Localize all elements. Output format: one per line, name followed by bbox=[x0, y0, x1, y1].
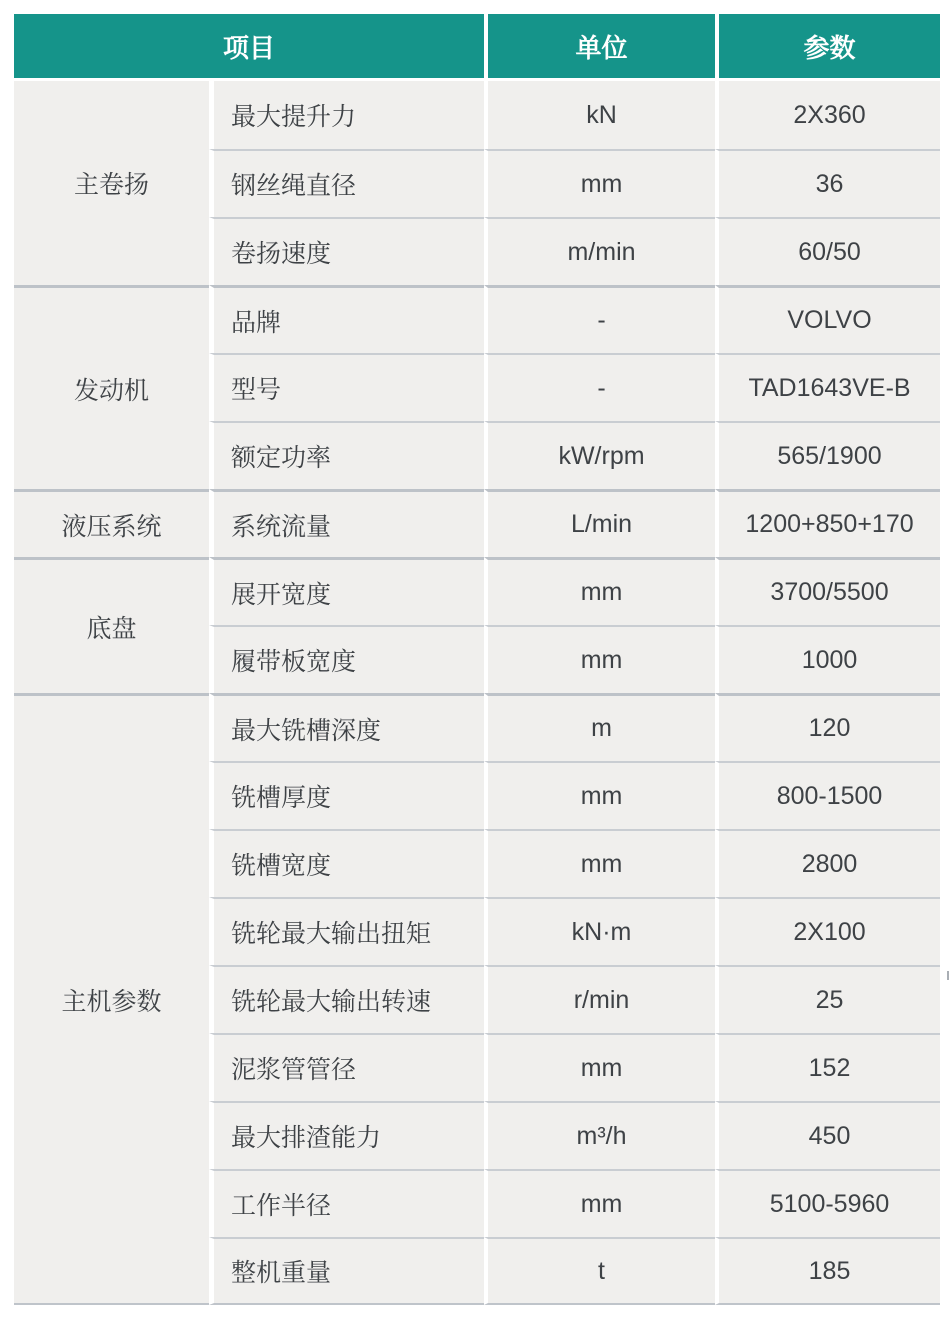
cell-item: 铣槽厚度 bbox=[209, 761, 484, 829]
category-cell: 主机参数 bbox=[14, 693, 209, 1305]
cell-unit: m³/h bbox=[484, 1101, 715, 1169]
category-cell: 发动机 bbox=[14, 285, 209, 489]
cell-unit: r/min bbox=[484, 965, 715, 1033]
cell-value: 450 bbox=[715, 1101, 940, 1169]
cell-unit: mm bbox=[484, 761, 715, 829]
cell-item: 履带板宽度 bbox=[209, 625, 484, 693]
cell-unit: t bbox=[484, 1237, 715, 1305]
scrollbar-fragment bbox=[947, 971, 949, 980]
cell-value: 3700/5500 bbox=[715, 557, 940, 625]
cell-item: 额定功率 bbox=[209, 421, 484, 489]
column-header-unit: 单位 bbox=[484, 14, 715, 81]
cell-value: 1000 bbox=[715, 625, 940, 693]
cell-value: 2X360 bbox=[715, 81, 940, 149]
category-cell: 底盘 bbox=[14, 557, 209, 693]
cell-unit: mm bbox=[484, 1169, 715, 1237]
cell-value: 60/50 bbox=[715, 217, 940, 285]
cell-unit: - bbox=[484, 285, 715, 353]
category-cell: 主卷扬 bbox=[14, 81, 209, 285]
cell-value: VOLVO bbox=[715, 285, 940, 353]
cell-unit: m bbox=[484, 693, 715, 761]
cell-item: 展开宽度 bbox=[209, 557, 484, 625]
column-header-param: 参数 bbox=[715, 14, 940, 81]
cell-value: 800-1500 bbox=[715, 761, 940, 829]
cell-item: 最大排渣能力 bbox=[209, 1101, 484, 1169]
cell-unit: - bbox=[484, 353, 715, 421]
cell-item: 铣轮最大输出扭矩 bbox=[209, 897, 484, 965]
cell-item: 整机重量 bbox=[209, 1237, 484, 1305]
spec-table bbox=[14, 14, 940, 1305]
cell-value: 152 bbox=[715, 1033, 940, 1101]
cell-value: 5100-5960 bbox=[715, 1169, 940, 1237]
cell-unit: L/min bbox=[484, 489, 715, 557]
cell-item: 最大铣槽深度 bbox=[209, 693, 484, 761]
cell-unit: mm bbox=[484, 829, 715, 897]
spec-table-container bbox=[14, 14, 940, 1305]
cell-value: 25 bbox=[715, 965, 940, 1033]
cell-item: 铣槽宽度 bbox=[209, 829, 484, 897]
cell-value: 565/1900 bbox=[715, 421, 940, 489]
cell-item: 泥浆管管径 bbox=[209, 1033, 484, 1101]
column-header-item: 项目 bbox=[14, 14, 484, 81]
cell-unit: kN·m bbox=[484, 897, 715, 965]
cell-unit: kW/rpm bbox=[484, 421, 715, 489]
cell-value: 2800 bbox=[715, 829, 940, 897]
cell-value: 36 bbox=[715, 149, 940, 217]
table-row bbox=[14, 693, 940, 761]
cell-unit: mm bbox=[484, 1033, 715, 1101]
cell-item: 卷扬速度 bbox=[209, 217, 484, 285]
cell-item: 钢丝绳直径 bbox=[209, 149, 484, 217]
table-row bbox=[14, 81, 940, 149]
cell-item: 品牌 bbox=[209, 285, 484, 353]
cell-unit: m/min bbox=[484, 217, 715, 285]
cell-item: 型号 bbox=[209, 353, 484, 421]
cell-unit: mm bbox=[484, 149, 715, 217]
cell-value: 2X100 bbox=[715, 897, 940, 965]
cell-value: 120 bbox=[715, 693, 940, 761]
table-row bbox=[14, 557, 940, 625]
cell-item: 最大提升力 bbox=[209, 81, 484, 149]
table-row bbox=[14, 489, 940, 557]
cell-value: 185 bbox=[715, 1237, 940, 1305]
category-cell: 液压系统 bbox=[14, 489, 209, 557]
cell-unit: mm bbox=[484, 557, 715, 625]
table-row bbox=[14, 285, 940, 353]
cell-item: 系统流量 bbox=[209, 489, 484, 557]
cell-value: TAD1643VE-B bbox=[715, 353, 940, 421]
header-row bbox=[14, 14, 940, 81]
cell-item: 工作半径 bbox=[209, 1169, 484, 1237]
cell-value: 1200+850+170 bbox=[715, 489, 940, 557]
cell-unit: mm bbox=[484, 625, 715, 693]
cell-item: 铣轮最大输出转速 bbox=[209, 965, 484, 1033]
cell-unit: kN bbox=[484, 81, 715, 149]
